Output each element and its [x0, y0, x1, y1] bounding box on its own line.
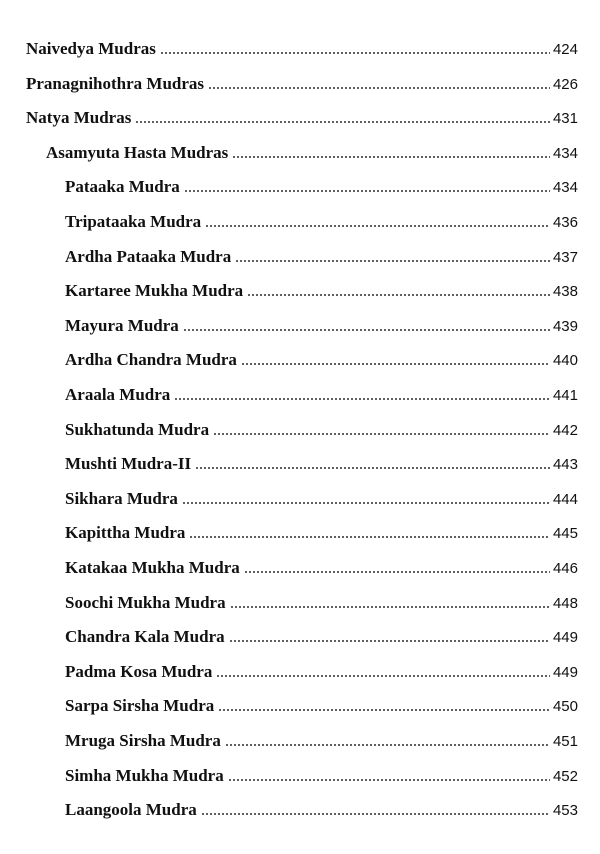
toc-entry-title: Sukhatunda Mudra	[65, 419, 210, 439]
toc-entry-page: 450	[552, 698, 578, 716]
toc-entry[interactable]	[26, 73, 578, 95]
toc-entry-title: Katakaa Mukha Mudra	[65, 558, 240, 577]
toc-entry-title: Mushti Mudra-II	[65, 454, 192, 474]
toc-entry-title: Laangoola Mudra	[65, 800, 197, 820]
toc-dot-leader	[184, 189, 550, 193]
toc-entry-page: 426	[552, 75, 578, 93]
toc-entry-title: Tripataaka Mudra	[65, 212, 202, 231]
toc-entry[interactable]	[65, 246, 578, 268]
toc-dot-leader	[174, 397, 550, 401]
toc-entry-page: 449	[552, 629, 578, 647]
toc-entry[interactable]	[65, 557, 578, 579]
toc-entry[interactable]	[26, 38, 578, 60]
toc-entry-title: Pranagnihothra Mudras	[26, 73, 205, 93]
toc-entry[interactable]	[65, 176, 578, 198]
toc-entry[interactable]	[65, 799, 578, 821]
toc-entry[interactable]	[65, 765, 578, 787]
toc-entry[interactable]	[65, 592, 578, 614]
toc-entry[interactable]	[65, 419, 578, 441]
toc-dot-leader	[189, 535, 550, 539]
toc-entry-page: 439	[552, 317, 578, 335]
toc-entry-title: Ardha Pataaka Mudra	[65, 246, 232, 266]
toc-entry-title: Araala Mudra	[65, 385, 171, 404]
toc-entry-title: Kapittha Mudra	[65, 523, 186, 543]
toc-entry-title: Asamyuta Hasta Mudras	[46, 142, 229, 162]
toc-entry[interactable]	[46, 142, 578, 164]
toc-entry-page: 436	[552, 214, 578, 231]
toc-entry-title: Chandra Kala Mudra	[65, 627, 225, 647]
toc-dot-leader	[195, 466, 550, 470]
toc-entry[interactable]	[65, 695, 578, 717]
toc-entry[interactable]	[65, 661, 578, 683]
toc-entry-title: Naivedya Mudras	[26, 39, 156, 58]
toc-entry-title: Pataaka Mudra	[65, 177, 180, 197]
toc-dot-leader	[230, 605, 550, 609]
toc-entry-page: 448	[552, 594, 578, 612]
toc-entry-title: Soochi Mukha Mudra	[65, 592, 226, 612]
toc-entry[interactable]	[65, 730, 578, 752]
toc-dot-leader	[235, 259, 550, 263]
toc-entry-page: 437	[552, 248, 578, 266]
toc-entry-page: 424	[552, 41, 578, 58]
toc-dot-leader	[244, 570, 550, 574]
toc-entry-page: 443	[552, 456, 578, 474]
toc-entry[interactable]	[65, 626, 578, 648]
toc-entry-title: Simha Mukha Mudra	[65, 765, 224, 785]
toc-entry-page: 441	[552, 387, 578, 404]
toc-entry-page: 440	[552, 352, 578, 370]
toc-dot-leader	[201, 812, 550, 816]
toc-entry-title: Natya Mudras	[26, 108, 132, 128]
toc-entry-page: 431	[552, 110, 578, 128]
toc-dot-leader	[183, 328, 550, 332]
toc-entry-title: Sarpa Sirsha Mudra	[65, 696, 215, 716]
toc-dot-leader	[241, 362, 550, 366]
toc-dot-leader	[228, 778, 550, 782]
toc-entry-page: 445	[552, 525, 578, 543]
toc-entry[interactable]	[65, 488, 578, 510]
toc-dot-leader	[135, 120, 550, 124]
toc-entry[interactable]	[65, 315, 578, 337]
toc-entry[interactable]	[65, 349, 578, 371]
toc-entry-title: Mayura Mudra	[65, 315, 179, 335]
toc-entry-page: 434	[552, 144, 578, 162]
toc-entry-title: Padma Kosa Mudra	[65, 661, 213, 681]
toc-entry[interactable]	[65, 384, 578, 406]
toc-entry-title: Sikhara Mudra	[65, 488, 178, 508]
toc-entry-page: 442	[552, 421, 578, 439]
toc-entry-page: 444	[552, 490, 578, 508]
toc-dot-leader	[213, 432, 550, 436]
toc-dot-leader	[205, 224, 550, 228]
toc-entry[interactable]	[65, 453, 578, 475]
toc-dot-leader	[225, 743, 550, 747]
toc-dot-leader	[208, 86, 550, 90]
toc-entry-page: 438	[552, 283, 578, 301]
toc-dot-leader	[216, 674, 550, 678]
toc-entry-page: 451	[552, 733, 578, 750]
toc-dot-leader	[218, 708, 550, 712]
toc-dot-leader	[247, 293, 550, 297]
toc-entry-page: 446	[552, 560, 578, 577]
toc-entry[interactable]	[65, 211, 578, 233]
toc-dot-leader	[160, 51, 550, 55]
toc-entry[interactable]	[65, 522, 578, 544]
toc-entry-title: Mruga Sirsha Mudra	[65, 731, 221, 750]
toc-entry-page: 453	[552, 802, 578, 820]
toc-dot-leader	[232, 155, 550, 159]
toc-entry-page: 434	[552, 179, 578, 197]
toc-entry-title: Kartaree Mukha Mudra	[65, 281, 244, 301]
toc-dot-leader	[229, 639, 550, 643]
toc-entry[interactable]	[26, 107, 578, 129]
toc-dot-leader	[182, 501, 550, 505]
toc-entry-page: 449	[552, 663, 578, 681]
toc-entry[interactable]	[65, 280, 578, 302]
toc-entry-title: Ardha Chandra Mudra	[65, 350, 237, 370]
toc-entry-page: 452	[552, 767, 578, 785]
